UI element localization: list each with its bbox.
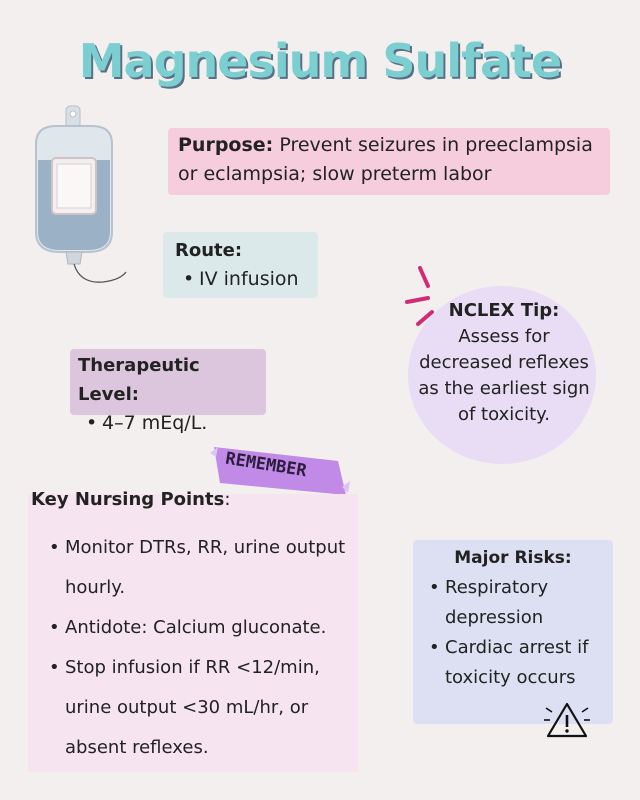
key-points-heading — [31, 489, 230, 510]
purpose-text: Prevent seizures in preeclampsia or eclampsia; slow preterm labor — [178, 134, 593, 185]
major-risk-item: • Cardiac arrest if toxicity occurs — [445, 633, 605, 693]
remember-label: REMEMBER — [223, 448, 308, 482]
warning-icon — [544, 698, 590, 740]
page-title: Magnesium Sulfate — [78, 34, 562, 88]
purpose-box — [168, 128, 610, 195]
nclex-tip — [408, 298, 600, 428]
major-risk-item: • Respiratory depression — [445, 573, 605, 633]
nclex-tip-line: Assess for — [458, 326, 550, 347]
major-risks-box — [413, 540, 613, 724]
key-points-label: Key Nursing Points — [31, 489, 225, 510]
key-point-item: • Antidote: Calcium gluconate. — [65, 608, 361, 648]
route-box — [163, 232, 318, 298]
key-point-item: • Stop infusion if RR <12/min, urine output <30 mL/hr, or absent reflexes. — [65, 648, 361, 768]
route-item: • IV infusion — [199, 265, 306, 294]
nclex-tip-line: of toxicity. — [457, 404, 550, 425]
key-points-colon: : — [224, 489, 231, 510]
route-heading: Route: — [175, 240, 243, 261]
therapeutic-level-heading: Therapeutic Level: — [78, 355, 200, 405]
key-point-item: • Monitor DTRs, RR, urine output hourly. — [65, 528, 361, 608]
nclex-tip-line: decreased reflexes — [419, 352, 589, 373]
purpose-label: Purpose: — [178, 134, 274, 156]
nclex-tip-line: as the earliest sign — [418, 378, 590, 399]
major-risks-heading: Major Risks: — [454, 548, 572, 568]
nclex-tip-heading: NCLEX Tip: — [448, 300, 560, 321]
iv-bag-icon — [28, 104, 138, 284]
therapeutic-level-item: • 4–7 mEq/L. — [102, 409, 258, 438]
key-points-list — [41, 528, 361, 768]
therapeutic-level-box — [70, 349, 266, 434]
